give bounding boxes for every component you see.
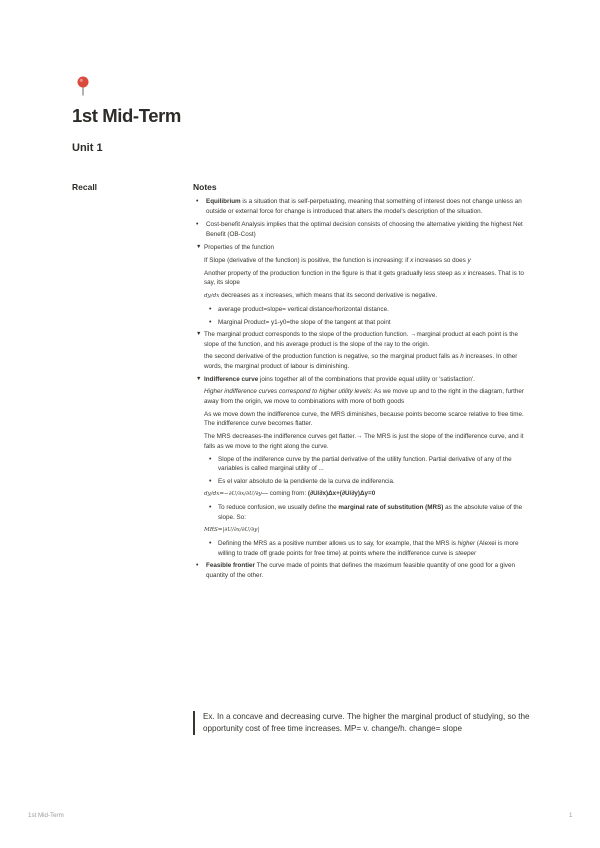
list-item: • average product=slope= vertical distance/horizontal distance. [209,306,389,313]
properties-paragraph: Another property of the production function in the figure is that it gets gradually less steep as x increases. That is to say, its slope [204,269,524,286]
quote-block: Ex. In a concave and decreasing curve. The higher the marginal product of studying, so the opportunity cost of free time increases. MP= v. change/h. change= slope [193,711,543,735]
toggle-properties-title: Properties of the function [204,244,275,251]
toggle-triangle-icon[interactable]: ▼ [196,375,202,382]
page-number: 1 [569,812,573,819]
bullet-dot: • [196,221,199,228]
cost-benefit-text: Cost-benefit Analysis implies that the optimal decision consists of choosing the alternative yielding the highest Net Benefit (OB-Cost) [206,221,523,238]
toggle-properties-content [196,256,528,328]
formula-slope-line: dy/dx=−∂U/∂x/∂U/∂y— coming from: (∂U/∂x)Δx+(∂U/∂y)Δy=0 [204,490,376,497]
bullet-dot: • [196,562,199,569]
toggle-marginal-content [196,352,528,371]
bullet-cost-benefit [196,220,528,239]
bullet-feasible-frontier: • Feasible frontier The curve made of points that defines the maximum feasible quantity of one good for a given quantity of the other. [196,562,515,579]
formula-dy-dx: dy/dx [204,293,220,299]
toggle-indifference-content [196,387,528,558]
round-pushpin-icon [76,76,90,96]
list-item: • Defining the MRS as a positive number allows us to say, for example, that the MRS is higher (Alexei is more willing to trade off grade points for free time) at points where the indifference curve is steeper [209,540,519,557]
bullet-dot: • [209,477,212,485]
indifference-paragraph: Higher indifference curves correspond to higher utility levels: As we move up and to the right in the diagram, further away from the origin, we move to combinations with more of both goods [204,388,524,405]
term-mrs: marginal rate of substitution (MRS) [338,504,444,511]
footer-title: 1st Mid-Term [28,812,64,819]
list-item: • Es el valor absoluto de la pendiente de la curva de indiferencia. [209,477,395,485]
marginal-paragraph: the second derivative of the production function is negative, so the marginal product falls as h increases. In other words, the marginal product of labour is diminishing. [204,353,518,370]
term-indifference-curve: Indifference curve [204,375,259,383]
toggle-marginal-title: The marginal product corresponds to the slope of the production function. →marginal product at each point is the slope of the function, and his average product is the slope of the ray to the origin. [204,331,518,348]
toggle-triangle-icon[interactable]: ▼ [196,331,202,337]
formula-slope: dy/dx=−∂U/∂x/∂U/∂y [204,491,262,497]
term-equilibrium: Equilibrium [206,198,241,205]
indifference-paragraph: As we move down the indifference curve, the MRS diminishes, because points become scarce relative to free time. The indifference curve becomes flatter. [204,410,524,427]
bullet-dot: • [209,306,212,313]
formula-mrs-line [204,525,528,536]
notes-column [196,197,528,584]
list-item: • Slope of the indiference curve by the partial derivative of the utility function. Partial derivative of any of the variables is called marginal utility of ... [209,455,512,472]
toggle-properties[interactable] [196,243,528,253]
bullet-dot: • [209,318,212,326]
equilibrium-text: is a situation that is self-perpetuating, meaning that something of interest does not change unless an outside or external force for change is introduced that alters the model's description of the situation. [206,198,522,215]
bullet-dot: • [209,455,212,463]
list-item: • To reduce confusion, we usually define the marginal rate of substitution (MRS) as the absolute value of the slope. So: [209,504,523,521]
bullet-dot: • [209,540,212,547]
properties-paragraph: If Slope (derivative of the function) is positive, the function is increasing: if x increases so does y [204,256,471,264]
formula-total-differential: (∂U/∂x)Δx+(∂U/∂y)Δy=0 [307,490,376,497]
indifference-paragraph: The MRS decreases-the indifference curves get flatter.→ The MRS is just the slope of the indifference curve, and it falls as we move to the right along the curve. [204,433,524,450]
notes-column-header: Notes [193,182,217,192]
term-feasible-frontier: Feasible frontier [206,562,255,569]
bullet-dot: • [196,198,199,205]
section-heading: Unit 1 [72,142,103,154]
page-title: 1st Mid-Term [72,105,181,126]
properties-formula-paragraph: dy/dx decreases as x increases, which means that its second derivative is negative. [204,292,438,299]
list-item: • Marginal Product= y1-y0=the slope of the tangent at that point [209,318,391,326]
recall-column-header: Recall [72,182,98,192]
bullet-equilibrium [196,197,528,216]
formula-mrs: MRS=|∂U/∂x/∂U/∂y| [204,527,260,533]
bullet-dot: • [209,504,212,511]
toggle-indifference-curve[interactable]: ▼ Indifference curve joins together all of the combinations that provide equal utility or 'satisfaction'. [196,375,475,383]
toggle-marginal-product[interactable] [196,330,528,349]
toggle-triangle-icon[interactable]: ▼ [196,244,202,250]
